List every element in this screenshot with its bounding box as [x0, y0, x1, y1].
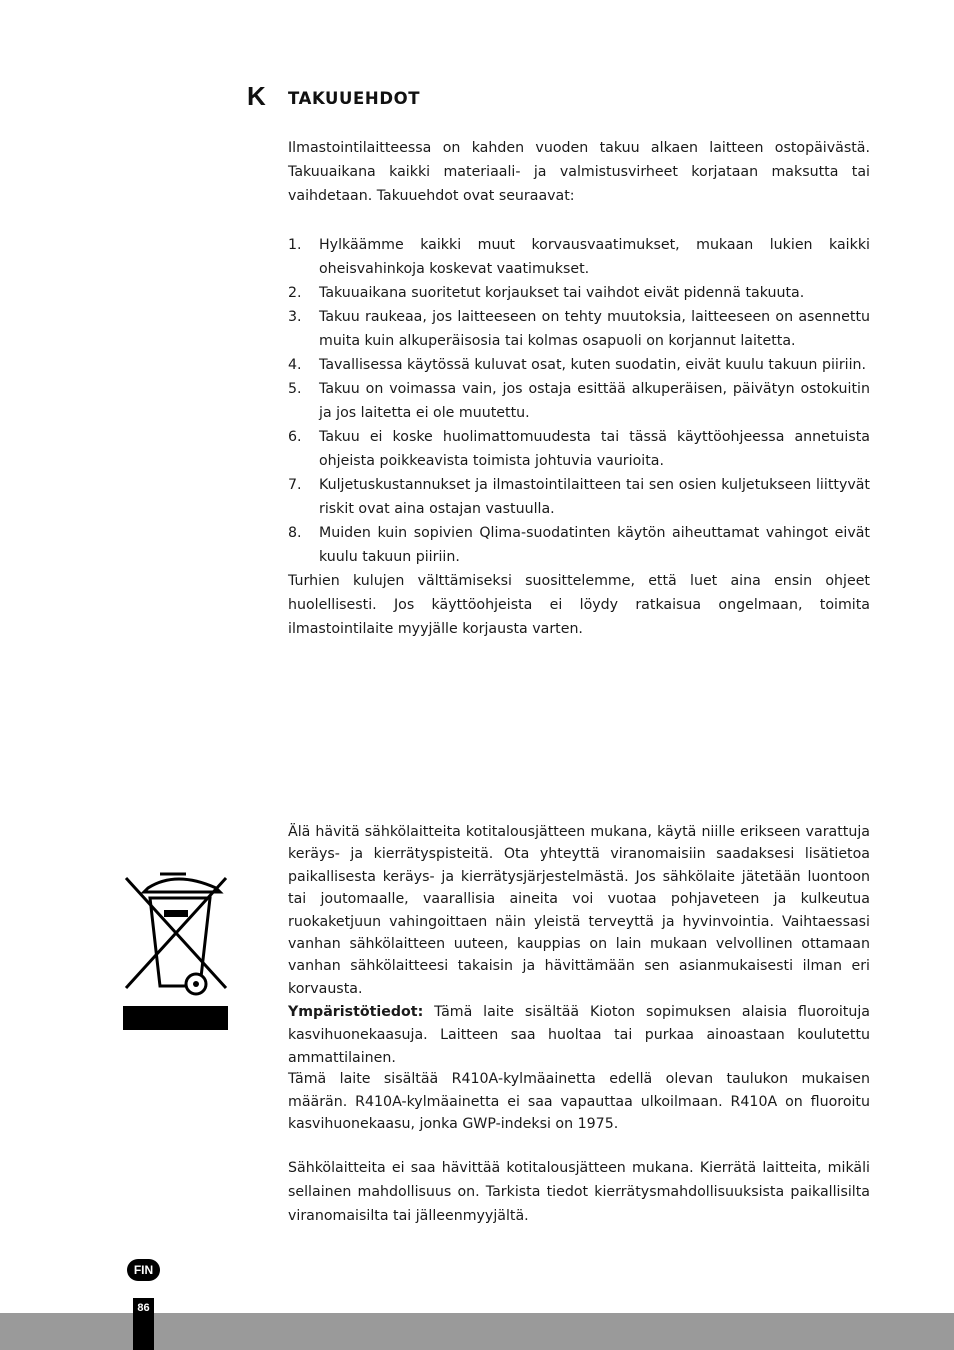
- list-text: Takuu ei koske huolimattomuudesta tai tässä käyttöohjeessa annetuista ohjeista poikkeavista toimista johtuvia vaurioita.: [319, 429, 870, 469]
- crossed-out-wheelie-bin-icon: [120, 868, 232, 1032]
- list-text: Takuu on voimassa vain, jos ostaja esittää alkuperäisen, päivätyn ostokuitin ja jos laitetta ei ole muutettu.: [319, 381, 870, 421]
- list-item: [288, 521, 870, 569]
- section-title: TAKUUEHDOT: [288, 89, 421, 108]
- list-number: 4.: [288, 357, 302, 373]
- list-item: [288, 425, 870, 473]
- weee-bin-icon: [120, 868, 232, 1032]
- warranty-closing: Turhien kulujen välttämiseksi suosittelemme, että luet aina ensin ohjeet huolellisesti. Jos käyttöohjeista ei löydy ratkaisua ongelmaan, toimita ilmastointilaite myyjälle korjausta varten.: [288, 573, 870, 637]
- list-item: [288, 281, 870, 305]
- warranty-terms-list: [288, 233, 870, 569]
- language-badge: FIN: [127, 1259, 160, 1281]
- list-text: Kuljetuskustannukset ja ilmastointilaitteen tai sen osien kuljetukseen liittyvät riskit ovat aina ostajan vastuulla.: [319, 477, 870, 517]
- section-letter: K: [247, 81, 266, 111]
- environment-text: Tämä laite sisältää Kioton sopimuksen alaisia fluoroituja kasvihuonekaasuja. Laitteen saa huoltaa tai purkaa ainoastaan koulutettu ammattilainen.: [288, 1004, 870, 1066]
- environment-label: Ympäristötiedot:: [288, 1004, 424, 1020]
- list-item: [288, 377, 870, 425]
- list-number: 1.: [288, 237, 302, 253]
- list-item: [288, 233, 870, 281]
- disposal-paragraph: Älä hävitä sähkölaitteita kotitalousjätteen mukana, käytä niille erikseen varattuja keräys- ja kierrätyspisteitä. Ota yhteyttä viranomaisiin saadaksesi lisätietoa paikallisesta keräys- ja kierrätysjärjestelmästä. Jos sähkölaite jätetään luontoon tai joutomaalle, vaarallisia aineita voi vuotaa pohjaveteen ja kulkeutua ruokaketjuun vahingoittaen näin yleistä terveyttä ja hyvinvointia. Vaihtaessasi vanhan sähkölaitteen uuteen, kauppias on lain mukaan velvollinen ottamaan vanhan sähkölaitteesi takaisin ja hävittämään sen asianmukaisesti ilman eri korvausta.: [288, 824, 870, 997]
- warranty-intro: Ilmastointilaitteessa on kahden vuoden takuu alkaen laitteen ostopäivästä. Takuuaikana kaikki materiaali- ja valmistusvirheet korjataan maksutta tai vaihdetaan. Takuuehdot ovat seuraavat:: [288, 140, 870, 204]
- list-item: [288, 473, 870, 521]
- list-text: Muiden kuin sopivien Qlima-suodatinten käytön aiheuttamat vahingot eivät kuulu takuun piiriin.: [319, 525, 870, 565]
- list-text: Hylkäämme kaikki muut korvausvaatimukset, mukaan lukien kaikki oheisvahinkoja koskevat vaatimukset.: [319, 237, 870, 277]
- refrigerant-paragraph: Tämä laite sisältää R410A-kylmäainetta edellä olevan taulukon mukaisen määrän. R410A-kylmäainetta ei saa vapauttaa ulkoilmaan. R410A on fluoroitu kasvihuonekaasu, jonka GWP-indeksi on 1975.: [288, 1071, 870, 1132]
- recycling-paragraph: Sähkölaitteita ei saa hävittää kotitalousjätteen mukana. Kierrätä laitteita, mikäli sellainen mahdollisuus on. Tarkista tiedot kierrätysmahdollisuuksista paikallisilta viranomaisilta tai jälleenmyyjältä.: [288, 1160, 870, 1224]
- list-item: [288, 353, 870, 377]
- list-number: 5.: [288, 381, 302, 397]
- page-number: 86: [137, 1302, 150, 1314]
- environment-info: [288, 1001, 870, 1070]
- list-item: [288, 305, 870, 353]
- list-number: 8.: [288, 525, 302, 541]
- list-number: 7.: [288, 477, 302, 493]
- list-text: Takuu raukeaa, jos laitteeseen on tehty muutoksia, laitteeseen on asennettu muita kuin alkuperäisosia tai kolmas osapuoli on korjannut laitetta.: [319, 309, 870, 349]
- list-text: Takuuaikana suoritetut korjaukset tai vaihdot eivät pidennä takuuta.: [319, 285, 805, 301]
- list-number: 3.: [288, 309, 302, 325]
- list-number: 2.: [288, 285, 302, 301]
- list-number: 6.: [288, 429, 302, 445]
- list-text: Tavallisessa käytössä kuluvat osat, kuten suodatin, eivät kuulu takuun piiriin.: [319, 357, 867, 373]
